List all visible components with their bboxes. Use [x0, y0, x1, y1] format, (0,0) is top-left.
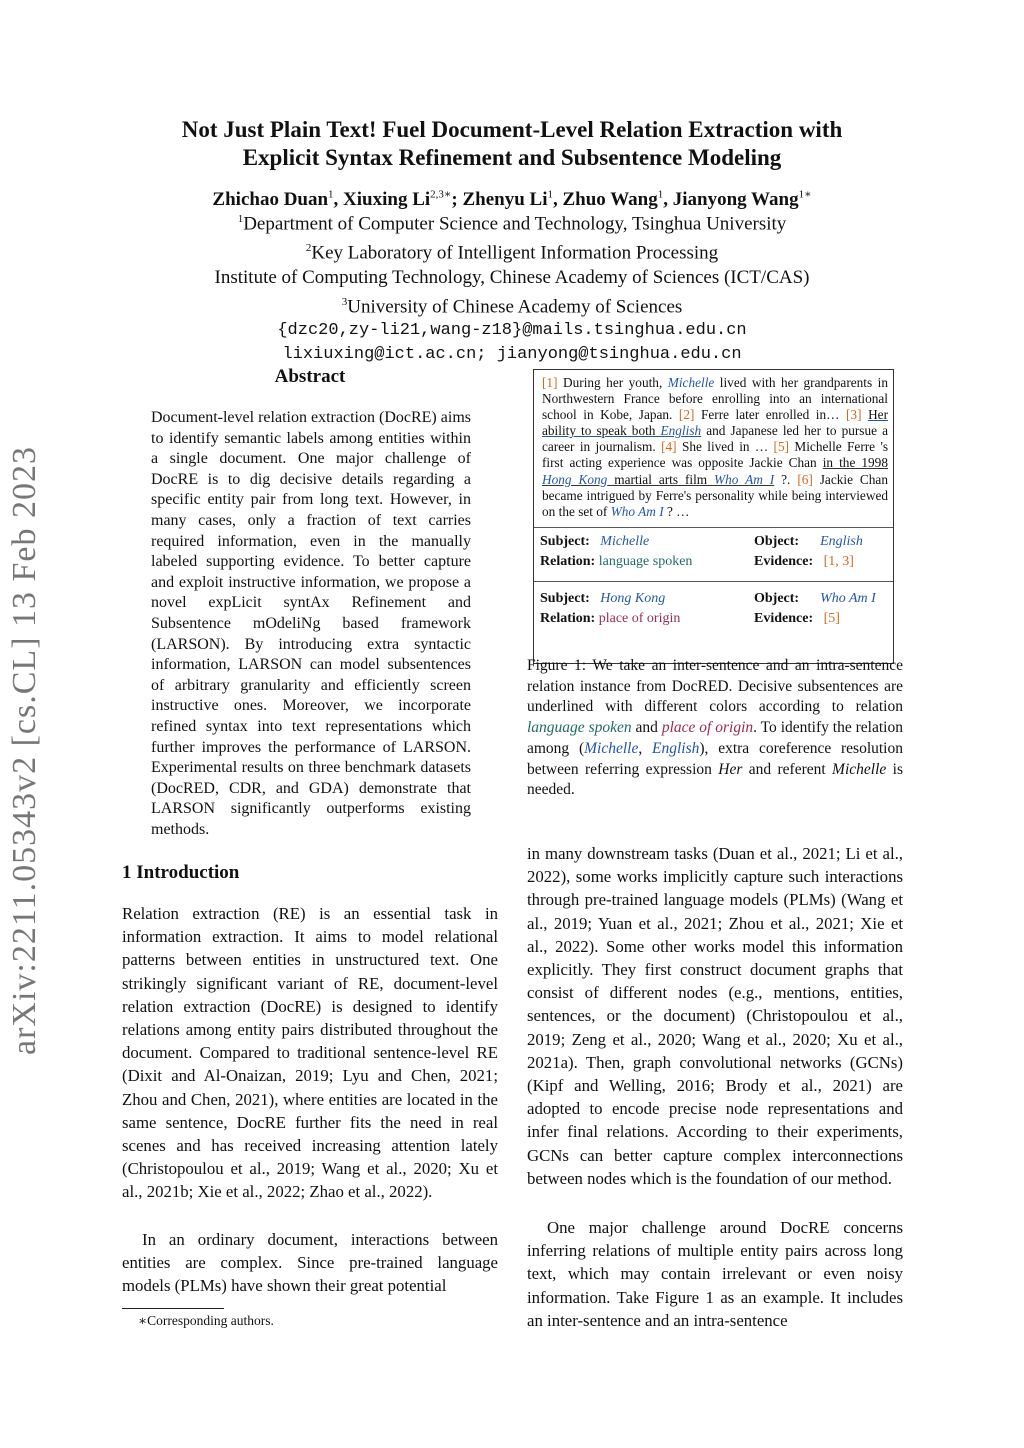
affiliation-1: $^1$Department of Computer Science and Technology, Tsinghua University: [237, 213, 787, 235]
affiliations: [80, 207, 944, 367]
relation-1-subject: Subject: Michelle: [540, 534, 650, 549]
figure-divider: [534, 581, 893, 582]
affiliation-2: $^2$Key Laboratory of Intelligent Information Processing: [305, 242, 719, 264]
figure-divider: [534, 527, 893, 528]
footnote: ∗Corresponding authors.: [138, 1313, 274, 1328]
arxiv-watermark: arXiv:2211.05343v2 [cs.CL] 13 Feb 2023: [6, 445, 43, 1055]
author: Jianyong Wang$^{1∗}$: [672, 189, 812, 211]
email-line-2: lixiuxing@ict.ac.cn; jianyong@tsinghua.edu.cn: [282, 344, 742, 364]
paper-title: [80, 116, 944, 172]
affiliation-3: $^3$University of Chinese Academy of Sciences: [341, 295, 683, 317]
title-line-2: Explicit Syntax Refinement and Subsentence Modeling: [242, 145, 782, 170]
subsentence-underline-2: in the 1998 Hong Kong martial arts film Who Am I: [542, 455, 888, 487]
figure-1: [533, 369, 894, 664]
section-heading: 1 Introduction: [122, 862, 240, 883]
paragraph: in many downstream tasks (Duan et al., 2021; Li et al., 2022), some works implicitly capture such interactions through pre-trained language models (PLMs) (Wang et al., 2019; Yuan et al., 2021; Zhou et al., 2021; Xie et al., 2022). Some other works model this information explicitly. They first construct document graphs that consist of different nodes (e.g., mentions, entities, sentences, or the document) (Christopoulou et al., 2019; Zeng et al., 2020; Wang et al., 2020; Xu et al., 2021a). Then, graph convolutional networks (GCNs) (Kipf and Welling, 2016; Brody et al., 2021) are adopted to encode precise node representations and infer final relations. According to their experiments, GCNs can better capture complex interconnections between nodes which is the foundation of our method.: [527, 844, 903, 1188]
title-line-1: Not Just Plain Text! Fuel Document-Level Relation Extraction with: [181, 117, 843, 142]
relation-2-relation: Relation: place of origin: [540, 611, 681, 626]
email-line-1: {dzc20,zy-li21,wang-z18}@mails.tsinghua.edu.cn: [277, 320, 747, 340]
relation-1-evidence: Evidence: [1, 3]: [754, 554, 854, 569]
footnote-rule: [122, 1308, 224, 1309]
relation-1-object: Object: English: [754, 534, 863, 549]
figure-caption: Figure 1: We take an inter-sentence and an intra-sentence relation instance from DocRED. Decisive subsentences are underlined with different colors according to relation language spoken and place of origin. To identify the relation among (Michelle, English), extra coreference resolution between referring expression Her and referent Michelle is needed.: [527, 657, 903, 799]
figure-document-text: [1] During her youth, Michelle lived with her grandparents in Northwestern France before enrolling into an international school in Kobe, Japan. [2] Ferre later enrolled in… [3] Her ability to speak both English and Japanese led her to pursue a career in journalism. [4] She lived in … [5] Michelle Ferre 's first acting experience was opposite Jackie Chan in the 1998 Hong Kong martial arts film Who Am I ?. [6] Jackie Chan became intrigued by Ferre's personality while being interviewed on the set of Who Am I ? …: [542, 375, 889, 519]
author: Zhuo Wang$^1$,: [562, 189, 673, 211]
paragraph: In an ordinary document, interactions between entities are complex. Since pre-trained language models (PLMs) have shown their great potential: [122, 1230, 498, 1296]
relation-1-relation: Relation: language spoken: [540, 554, 693, 569]
paragraph: One major challenge around DocRE concerns inferring relations of multiple entity pairs across long text, which may contain irrelevant or even noisy information. Take Figure 1 as an example. It includes an inter-sentence and an intra-sentence: [527, 1218, 903, 1330]
affiliation-2b: Institute of Computing Technology, Chinese Academy of Sciences (ICT/CAS): [214, 266, 810, 288]
relation-2-object: Object: Who Am I: [754, 591, 876, 606]
relation-2-subject: Subject: Hong Kong: [540, 591, 666, 606]
author: Zhenyu Li$^1$,: [462, 189, 563, 211]
author: Xiuxing $Li^{2,3∗}$;: [343, 189, 463, 211]
abstract-heading: Abstract: [274, 366, 346, 387]
abstract-text: Document-level relation extraction (DocRE) aims to identify semantic labels among entities within a single document. One major challenge of DocRE is to dig decisive details regarding a specific entity pair from long text. However, in many cases, only a fraction of text carries required information, even in the manually labeled supporting evidence. To better capture and exploit instructive information, we propose a novel expLicit syntAx Refinement and Subsentence mOdeliNg based framework (LARSON). By introducing extra syntactic information, LARSON can model subsentences of arbitrary granularity and efficiently screen instructive ones. Moreover, we incorporate refined syntax into text representations which further improves the performance of LARSON. Experimental results on three benchmark datasets (DocRED, CDR, and GDA) demonstrate that LARSON significantly outperforms existing methods.: [151, 409, 471, 838]
author: Zhichao Duan$^1$,: [212, 189, 344, 211]
paragraph: Relation extraction (RE) is an essential task in information extraction. It aims to model relational patterns between entities in unstructured text. One strikingly significant variant of RE, document-level relation extraction (DocRE) is designed to identify relations among entity pairs distributed throughout the document. Compared to traditional sentence-level RE (Dixit and Al-Onaizan, 2019; Lyu and Chen, 2021; Zhou and Chen, 2021), where entities are located in the same sentence, DocRE further fits the need in real scenes and has received increasing attention lately (Christopoulou et al., 2019; Wang et al., 2020; Xu et al., 2021b; Xie et al., 2022; Zhao et al., 2022).: [122, 904, 498, 1202]
subsentence-underline-1: Her ability to speak both English: [542, 407, 888, 439]
relation-2-evidence: Evidence: [5]: [754, 611, 840, 626]
